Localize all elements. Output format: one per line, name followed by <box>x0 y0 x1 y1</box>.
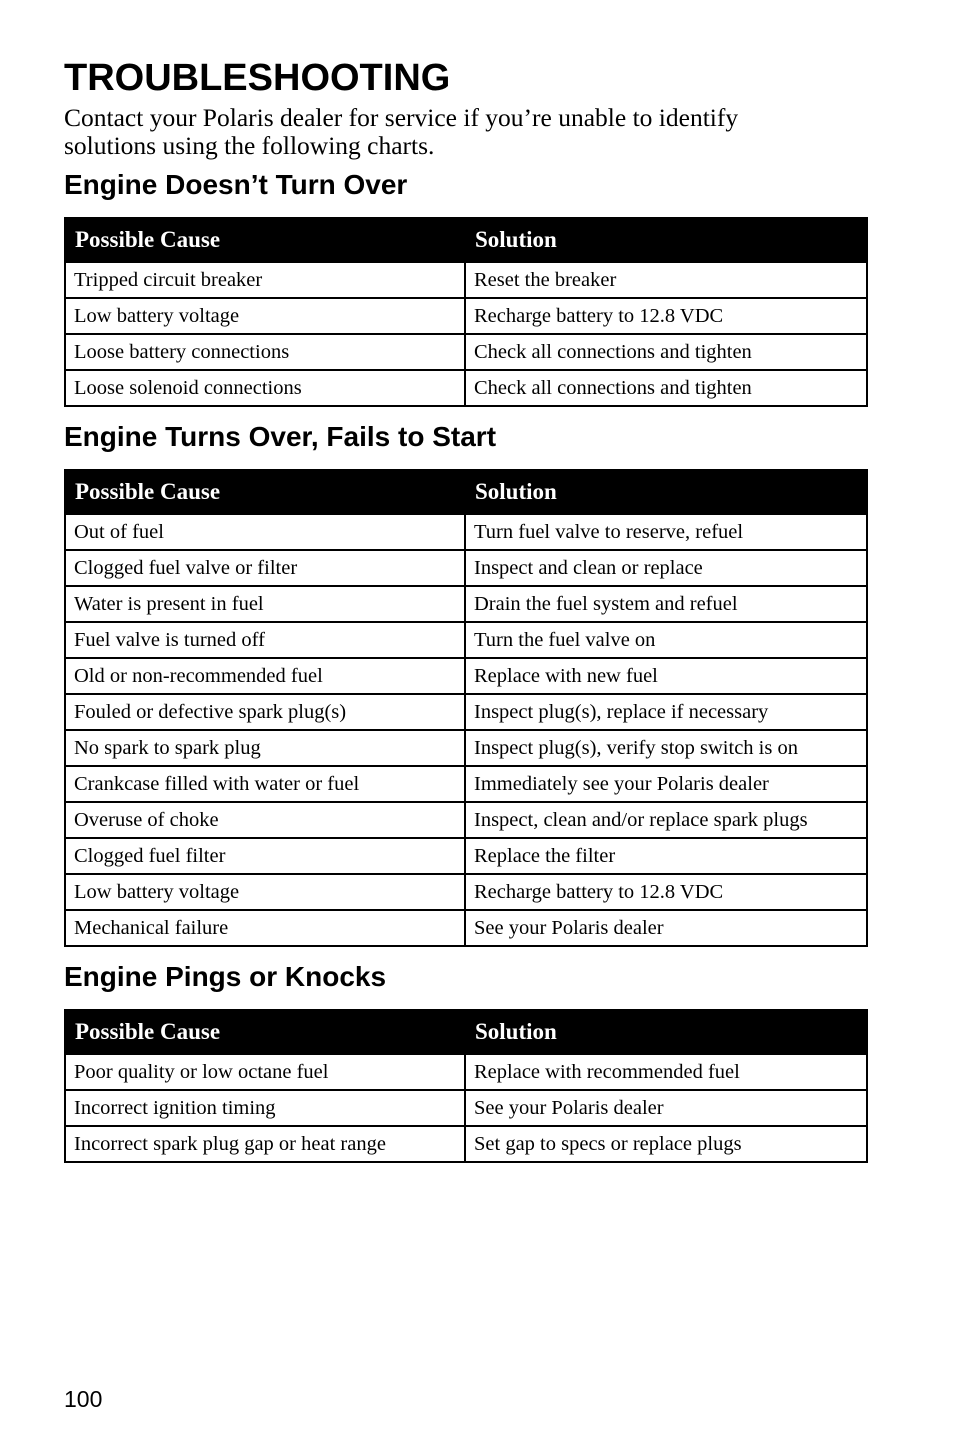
column-header-solution: Solution <box>465 1010 867 1054</box>
table-row <box>65 586 867 622</box>
solution-cell: Recharge battery to 12.8 VDC <box>465 874 867 910</box>
solution-cell: Turn the fuel valve on <box>465 622 867 658</box>
troubleshooting-table <box>64 469 868 947</box>
cause-cell: Mechanical failure <box>65 910 465 946</box>
cause-cell: Overuse of choke <box>65 802 465 838</box>
cause-cell: Fouled or defective spark plug(s) <box>65 694 465 730</box>
section-title: Engine Turns Over, Fails to Start <box>64 421 497 452</box>
column-header-solution: Solution <box>465 470 867 514</box>
solution-cell: Check all connections and tighten <box>465 334 867 370</box>
page-title: TROUBLESHOOTING <box>64 57 451 99</box>
solution-cell: Reset the breaker <box>465 262 867 298</box>
page <box>64 56 866 1163</box>
table-row <box>65 1090 867 1126</box>
solution-cell: See your Polaris dealer <box>465 1090 867 1126</box>
intro-text: Contact your Polaris dealer for service if you’re unable to identify solutions using the following charts. <box>64 103 739 160</box>
table-row <box>65 838 867 874</box>
table-row <box>65 262 867 298</box>
table-row <box>65 802 867 838</box>
cause-cell: Water is present in fuel <box>65 586 465 622</box>
table-row <box>65 622 867 658</box>
solution-cell: Replace the filter <box>465 838 867 874</box>
cause-cell: Clogged fuel valve or filter <box>65 550 465 586</box>
solution-cell: Replace with new fuel <box>465 658 867 694</box>
section-title: Engine Doesn’t Turn Over <box>64 169 408 200</box>
cause-cell: Loose battery connections <box>65 334 465 370</box>
sections-container <box>64 169 866 1163</box>
cause-cell: Old or non-recommended fuel <box>65 658 465 694</box>
column-header-cause: Possible Cause <box>65 218 465 262</box>
solution-cell: Turn fuel valve to reserve, refuel <box>465 514 867 550</box>
table-row <box>65 1054 867 1090</box>
table-row <box>65 730 867 766</box>
cause-cell: No spark to spark plug <box>65 730 465 766</box>
solution-cell: Check all connections and tighten <box>465 370 867 406</box>
section-spacer <box>64 407 866 421</box>
cause-cell: Incorrect ignition timing <box>65 1090 465 1126</box>
column-header-solution: Solution <box>465 218 867 262</box>
section-title: Engine Pings or Knocks <box>64 961 387 992</box>
table-header-row <box>65 470 867 514</box>
cause-cell: Loose solenoid connections <box>65 370 465 406</box>
solution-cell: Immediately see your Polaris dealer <box>465 766 867 802</box>
solution-cell: Recharge battery to 12.8 VDC <box>465 298 867 334</box>
table-row <box>65 658 867 694</box>
table-row <box>65 874 867 910</box>
column-header-cause: Possible Cause <box>65 1010 465 1054</box>
table-row <box>65 370 867 406</box>
troubleshooting-table <box>64 217 868 407</box>
section-spacer <box>64 947 866 961</box>
solution-cell: Inspect plug(s), verify stop switch is on <box>465 730 867 766</box>
cause-cell: Clogged fuel filter <box>65 838 465 874</box>
table-row <box>65 1126 867 1162</box>
cause-cell: Low battery voltage <box>65 874 465 910</box>
solution-cell: Inspect and clean or replace <box>465 550 867 586</box>
solution-cell: Set gap to specs or replace plugs <box>465 1126 867 1162</box>
table-header-row <box>65 1010 867 1054</box>
troubleshooting-table <box>64 1009 868 1163</box>
table-row <box>65 550 867 586</box>
cause-cell: Incorrect spark plug gap or heat range <box>65 1126 465 1162</box>
cause-cell: Low battery voltage <box>65 298 465 334</box>
table-header-row <box>65 218 867 262</box>
page-number: 100 <box>64 1386 103 1412</box>
table-row <box>65 766 867 802</box>
cause-cell: Tripped circuit breaker <box>65 262 465 298</box>
cause-cell: Out of fuel <box>65 514 465 550</box>
solution-cell: Replace with recommended fuel <box>465 1054 867 1090</box>
table-row <box>65 514 867 550</box>
table-row <box>65 334 867 370</box>
solution-cell: Inspect plug(s), replace if necessary <box>465 694 867 730</box>
solution-cell: Drain the fuel system and refuel <box>465 586 867 622</box>
solution-cell: See your Polaris dealer <box>465 910 867 946</box>
cause-cell: Poor quality or low octane fuel <box>65 1054 465 1090</box>
column-header-cause: Possible Cause <box>65 470 465 514</box>
cause-cell: Fuel valve is turned off <box>65 622 465 658</box>
solution-cell: Inspect, clean and/or replace spark plugs <box>465 802 867 838</box>
table-row <box>65 910 867 946</box>
table-row <box>65 298 867 334</box>
table-row <box>65 694 867 730</box>
cause-cell: Crankcase filled with water or fuel <box>65 766 465 802</box>
